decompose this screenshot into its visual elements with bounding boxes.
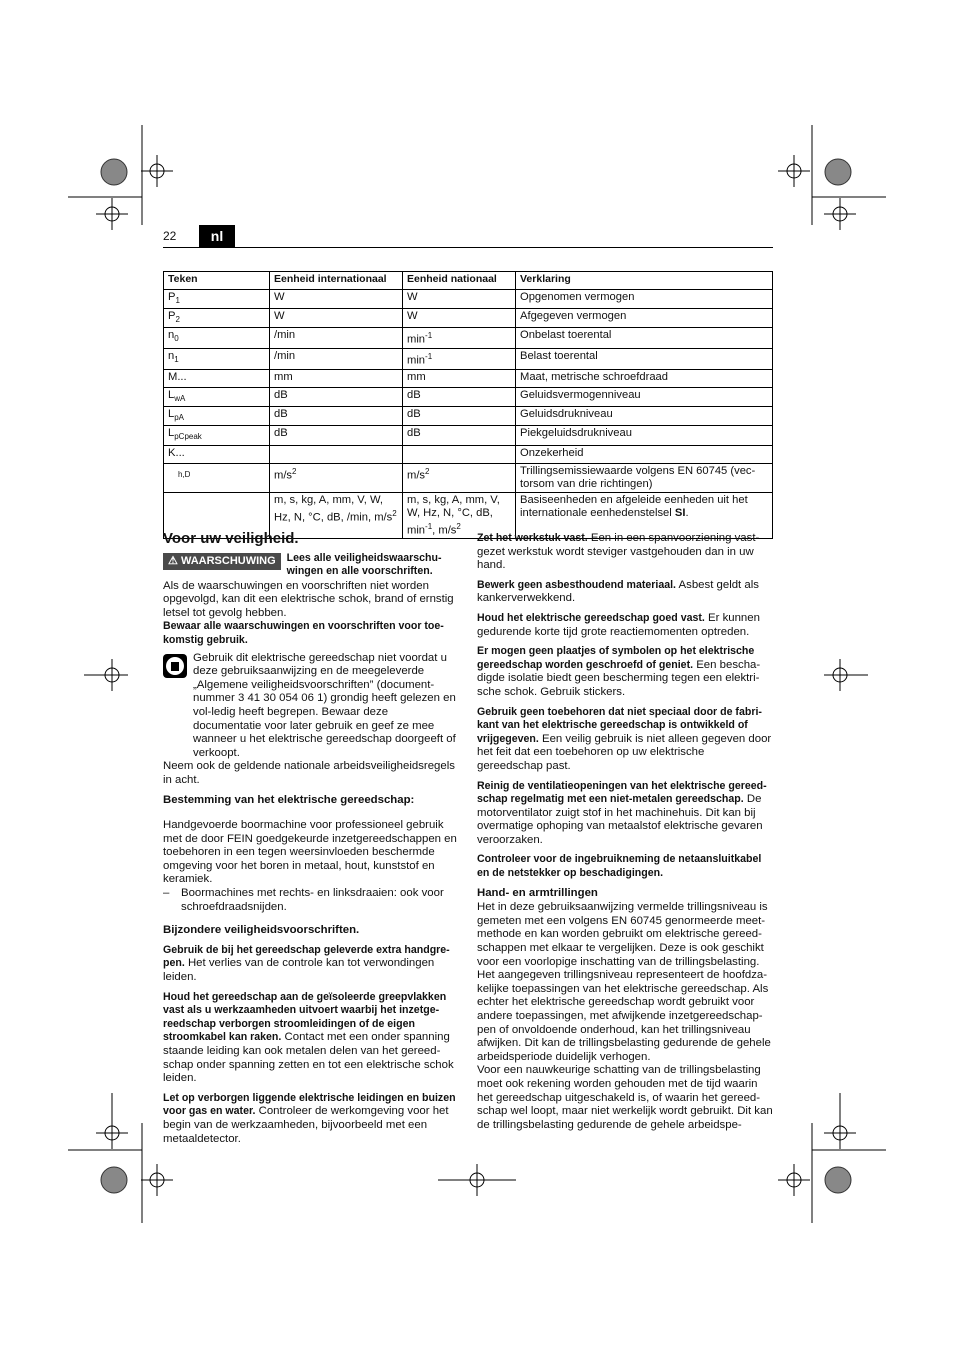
text: Asbest geldt als kankerverwekkend. [477, 578, 759, 605]
bold-text: Let op verborgen liggende elektrische leidingen en buizen voor gas en water. [163, 1091, 456, 1118]
nat-unit-cell [403, 445, 516, 463]
list-item: – Boormachines met rechts- en linksdraaien: ook voor schroefdraadsnijden. [163, 887, 459, 914]
table-row [164, 426, 773, 445]
table-row [164, 349, 773, 370]
warning-label: WAARSCHUWING [180, 554, 276, 567]
intl-unit-cell: /min [270, 349, 403, 370]
paragraph [163, 991, 459, 1086]
paragraph: Gebruik dit elektrische gereedschap niet voordat u deze gebruiksaanwijzing en de meegeleverde „Algemene veiligheidsvoorschriften” (document-nummer 3 41 30 054 06 1) grondig heeft gelezen en vol-ledig heeft begrepen. Bewaar deze documentatie voor later gebruik en geef ze mee wanneer u het elektrische gereedschap doorgeeft of verkoopt. [193, 651, 456, 759]
nat-unit-cell: W [403, 309, 516, 328]
table-header: Verklaring [516, 272, 773, 290]
bold-text: Bewerk geen asbesthoudend materiaal. [477, 578, 676, 591]
nat-unit-cell: mm [403, 369, 516, 387]
table-row [164, 369, 773, 387]
text: Een veilig gebruik is niet alleen gegeven door het feit dat een toebehoren op uw elektrische gereedschap past. [477, 732, 772, 772]
table-header: Teken [164, 272, 270, 290]
paragraph [477, 780, 773, 848]
symbol-cell: h,D [164, 463, 270, 492]
paragraph: Handgevoerde boormachine voor professioneel gebruik met de door FEIN goedgekeurde inzetgereedschappen en toebehoren in een tegen weersinvloeden beschermde omgeving voor het boren in metaal, hout, kunststof en keramiek. [163, 819, 457, 886]
intl-unit-cell: $m/s^2$ [270, 463, 403, 492]
symbol-cell: $n_0$ [164, 328, 270, 349]
nat-unit-cell: dB [403, 387, 516, 406]
description-cell: Afgegeven vermogen [516, 309, 773, 328]
description-cell: Basiseenheden en afgeleide eenheden uit het internationale eenhedenstelsel SI. [516, 492, 773, 539]
intl-unit-cell: /min [270, 328, 403, 349]
table-row [164, 445, 773, 463]
symbol-cell: $n_1$ [164, 349, 270, 370]
intl-unit-cell: dB [270, 426, 403, 445]
paragraph: Neem ook de geldende nationale arbeidsveiligheidsregels in acht. [163, 760, 455, 786]
table-row [164, 387, 773, 406]
paragraph [477, 706, 773, 774]
intl-unit-cell: W [270, 290, 403, 309]
table-row [164, 328, 773, 349]
intl-unit-cell: m, s, kg, A, mm, V, W, Hz, N, °C, dB, /min, $m/s^2$ [270, 492, 403, 539]
nat-unit-cell: W [403, 290, 516, 309]
units-table [163, 271, 773, 539]
description-cell: Piekgeluidsdrukniveau [516, 426, 773, 445]
section-title: Voor uw veiligheid. [163, 530, 299, 547]
subheading: Bijzondere veiligheidsvoorschriften. [163, 924, 360, 937]
language-tab: nl [199, 225, 235, 247]
symbol-cell: K... [164, 445, 270, 463]
description-cell: Opgenomen vermogen [516, 290, 773, 309]
warning-badge [163, 553, 281, 570]
description-cell: Maat, metrische schroefdraad [516, 369, 773, 387]
table-header: Eenheid nationaal [403, 272, 516, 290]
header-rule [163, 247, 773, 248]
nat-unit-cell: m, s, kg, A, mm, V, W, Hz, N, °C, dB, $\min^{-1}$, $m/s^2$ [403, 492, 516, 539]
table-row [164, 463, 773, 492]
paragraph [477, 645, 773, 699]
paragraph-bold: Controleer voor de ingebruikneming de netaansluitkabel en de netstekker op beschadigingen. [477, 853, 762, 880]
intl-unit-cell: dB [270, 407, 403, 426]
text: Controleer de werkomgeving voor het begin van de werkzaamheden, bijvoorbeeld met een metaaldetector. [163, 1105, 449, 1145]
bold-text: Zet het werkstuk vast. [477, 532, 588, 544]
nat-unit-cell: $\min^{-1}$ [403, 328, 516, 349]
paragraph [477, 579, 773, 606]
warning-icon: ⚠ [168, 554, 178, 567]
nat-unit-cell: dB [403, 426, 516, 445]
right-column [477, 532, 773, 1138]
paragraph [163, 944, 459, 985]
nat-unit-cell: $\min^{-1}$ [403, 349, 516, 370]
bold-text: Gebruik geen toebehoren dat niet speciaal door de fabri-kant van het elektrische gereedschap is ontwikkeld of vrijgegeven. [477, 705, 762, 745]
symbol-cell: $P_1$ [164, 290, 270, 309]
text: Er kunnen gedurende korte tijd grote reactiemomenten optreden. [477, 611, 760, 638]
subheading: Bestemming van het elektrische gereedschap: [163, 793, 415, 806]
paragraph [477, 532, 773, 573]
bold-text: Houd het elektrische gereedschap goed vast. [477, 611, 705, 624]
page-number: 22 [163, 229, 177, 243]
bold-text: Houd het gereedschap aan de geïsoleerde greepvlakken vast als u werkzaamheden uitvoert waarbij het inzetge-reedschap verborgen stroomleidingen of de eigen stroomkabel kan raken. [163, 990, 447, 1044]
table-row [164, 309, 773, 328]
intl-unit-cell: mm [270, 369, 403, 387]
paragraph [163, 1092, 459, 1146]
bold-text: Reinig de ventilatieopeningen van het elektrische gereed-schap regelmatig met een niet-metalen gereedschap. [477, 779, 767, 806]
paragraph: Als de waarschuwingen en voorschriften niet worden opgevolgd, kan dit een elektrische schok, brand of ernstig letsel tot gevolg hebben. [163, 579, 454, 619]
bold-text: Gebruik de bij het gereedschap geleverde extra handgre-pen. [163, 943, 450, 970]
description-cell: Onbelast toerental [516, 328, 773, 349]
nat-unit-cell: $m/s^2$ [403, 463, 516, 492]
description-cell: Geluidsvermogenniveau [516, 387, 773, 406]
paragraph [477, 612, 773, 639]
read-manual-icon [163, 654, 187, 678]
text: Een bescha-digde isolatie biedt geen bescherming tegen een elektri-sche schok. Gebruik stickers. [477, 658, 761, 698]
symbol-cell: $L_{pCpeak}$ [164, 426, 270, 445]
warning-text: Lees alle veiligheidswaarschu-wingen en alle voorschriften. [286, 551, 442, 577]
description-cell: Trillingsemissiewaarde volgens EN 60745 (vec-torsom van drie richtingen) [516, 463, 773, 492]
text: Een in een spanvoorziening vast-gezet werkstuk wordt steviger vastgehouden dan in uw hand. [477, 532, 760, 572]
description-cell: Onzekerheid [516, 445, 773, 463]
symbol-cell: $L_{pA}$ [164, 407, 270, 426]
table-header: Eenheid internationaal [270, 272, 403, 290]
paragraph-bold: Bewaar alle waarschuwingen en voorschriften voor toe-komstig gebruik. [163, 620, 444, 646]
text: Contact met een onder spanning staande leiding kan ook metalen delen van het gereed-schap onder spanning zetten en tot een elektrische schok leiden. [163, 1031, 454, 1085]
description-cell: Geluidsdrukniveau [516, 407, 773, 426]
paragraph: Het in deze gebruiksaanwijzing vermelde trillingsniveau is gemeten met een volgens EN 60745 genormeerde meet-methode en kan worden gebruikt om elektrische gereed-schappen met elkaar te vergelijken. Deze is ook geschikt voor een voorlopige inschatting van de trillingsbelasting. Het aangegeven trillingsniveau representeert de hoofdza-kelijke toepassingen van het elektrische gereedschap. Als echter het elektrische gereedschap wordt gebruikt voor andere toepassingen, met afwijkende inzetgereedschap-pen of onvoldoende onderhoud, kan het trillingsniveau afwijken. Dit kan de trillingsbelasting gedurende de gehele arbeidsperiode duidelijk verhogen. [477, 901, 771, 1063]
text: Het verlies van de controle kan tot verwondingen leiden. [163, 957, 435, 984]
text: De motorventilator zuigt stof in het machinehuis. Dit kan bij overmatige ophoping van metaalstof elektrische gevaren veroorzaken. [477, 793, 763, 846]
bold-text: Er mogen geen plaatjes of symbolen op het elektrische gereedschap worden geschroefd of geniet. [477, 645, 755, 671]
left-column [163, 532, 459, 1152]
description-cell: Belast toerental [516, 349, 773, 370]
paragraph: Voor een nauwkeurige schatting van de trillingsbelasting moet ook rekening worden gehouden met de tijd waarin het gereedschap uitgeschakeld is, of waarin het gereed-schap wel loopt, maar niet werkelijk wordt gebruikt. Dit kan de trillingsbelasting gedurende de gehele arbeidspe- [477, 1064, 773, 1131]
table-row [164, 290, 773, 309]
symbol-cell: M... [164, 369, 270, 387]
subheading: Hand- en armtrillingen [477, 886, 598, 899]
intl-unit-cell: dB [270, 387, 403, 406]
list-item-text: Boormachines met rechts- en linksdraaien: ook voor schroefdraadsnijden. [181, 887, 444, 913]
symbol-cell: $L_{wA}$ [164, 387, 270, 406]
intl-unit-cell: W [270, 309, 403, 328]
table-row [164, 407, 773, 426]
table-header-row [164, 272, 773, 290]
symbol-cell: $P_2$ [164, 309, 270, 328]
nat-unit-cell: dB [403, 407, 516, 426]
intl-unit-cell [270, 445, 403, 463]
